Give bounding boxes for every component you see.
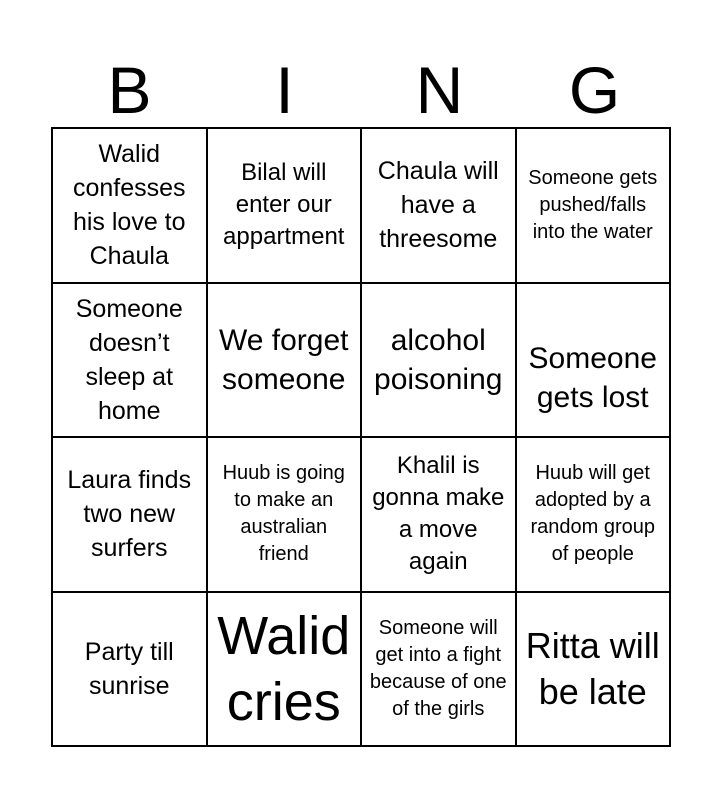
cell-text: Someone gets pushed/falls into the water: [528, 166, 658, 243]
bingo-cell[interactable]: [52, 592, 207, 747]
cell-text: Someone doesn’t sleep at home: [75, 294, 183, 425]
cell-text: Walid confesses his love to Chaula: [72, 140, 186, 271]
bingo-cell[interactable]: [361, 592, 516, 747]
header-letter-g: G: [568, 53, 621, 127]
cell-text: Someone gets lost: [528, 341, 657, 414]
cell-text: Ritta will be late: [525, 624, 660, 712]
bingo-cell[interactable]: [52, 437, 207, 592]
cell-text: Laura finds two new surfers: [67, 466, 192, 563]
bingo-cell[interactable]: [361, 283, 516, 438]
header-letter-i: I: [275, 53, 294, 127]
cell-text: We forget someone: [218, 323, 349, 396]
bingo-cell[interactable]: [207, 128, 362, 283]
bingo-cell[interactable]: [52, 283, 207, 438]
header-letter-n: N: [415, 53, 464, 127]
bingo-grid: [51, 127, 671, 747]
bingo-cell[interactable]: [516, 437, 671, 592]
cell-text: Chaula will have a threesome: [377, 157, 499, 254]
header-letter-b: B: [107, 53, 152, 127]
cell-text: Khalil is gonna make a move again: [372, 452, 505, 576]
bingo-cell[interactable]: [52, 128, 207, 283]
bingo-cell[interactable]: [207, 437, 362, 592]
bingo-cell[interactable]: [207, 592, 362, 747]
cell-text: Huub will get adopted by a random group of people: [530, 462, 656, 566]
cell-text: Bilal will enter our appartment: [223, 159, 345, 251]
cell-text: Walid cries: [217, 605, 351, 732]
bingo-cell[interactable]: [361, 128, 516, 283]
bingo-cell[interactable]: [516, 283, 671, 438]
bingo-cell[interactable]: [516, 592, 671, 747]
cell-text: Huub is going to make an australian friend: [222, 462, 345, 566]
bingo-cell[interactable]: [207, 283, 362, 438]
bingo-header: [52, 52, 672, 127]
bingo-cell[interactable]: [516, 128, 671, 283]
bingo-cell[interactable]: [361, 437, 516, 592]
cell-text: alcohol poisoning: [374, 323, 503, 396]
cell-text: Someone will get into a fight because of one of the girls: [369, 616, 507, 720]
cell-text: Party till sunrise: [84, 637, 174, 700]
